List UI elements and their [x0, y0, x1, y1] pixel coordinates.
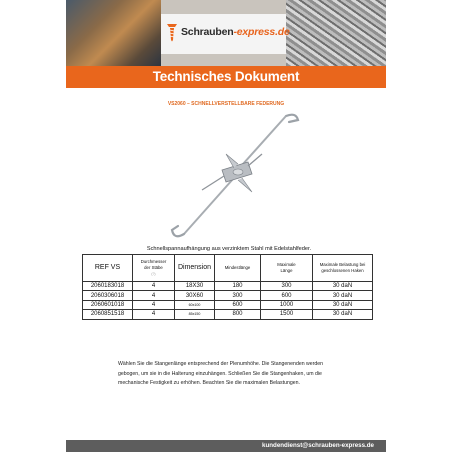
- cell-load: 30 daN: [313, 282, 373, 291]
- table-row: [83, 282, 373, 291]
- logo-domain: -express.de: [233, 26, 290, 38]
- header-diameter-line1: Durchmesser: [140, 259, 167, 264]
- logo-text: [181, 26, 290, 38]
- header-diameter-line2: der Stäbe: [144, 265, 163, 270]
- cell-ref: 2060601018: [83, 300, 133, 309]
- cell-dimension: 85x150: [175, 310, 215, 319]
- cell-diameter: 4: [133, 291, 175, 300]
- cell-load: 30 daN: [313, 310, 373, 319]
- cell-max: 1500: [261, 310, 313, 319]
- cell-dimension: 18X30: [175, 282, 215, 291]
- product-caption: Schnellspannaufhängung aus verzinktem Stahl mit Edelstahlfeder.: [146, 246, 312, 252]
- specifications-table: [82, 254, 373, 320]
- header-maxlength-line1: Maximale: [277, 262, 296, 267]
- cell-ref: 2060851518: [83, 310, 133, 319]
- header-diameter: [133, 255, 175, 282]
- product-image: [66, 110, 386, 242]
- header-minlength: Mindestlänge: [215, 255, 261, 282]
- document-page: [66, 0, 386, 452]
- table-row: [83, 300, 373, 309]
- screws-photo: [286, 0, 386, 66]
- header-load-line2: geschlossenen Haken: [321, 268, 364, 273]
- cell-ref: 2060183018: [83, 282, 133, 291]
- cell-min: 300: [215, 291, 261, 300]
- cell-diameter: 4: [133, 282, 175, 291]
- header-maxlength-line2: Länge: [280, 268, 293, 273]
- header-banner: [66, 0, 386, 66]
- cell-dimension: 60x100: [175, 300, 215, 309]
- header-load-line1: Maximale Belastung bei: [319, 262, 366, 267]
- table-row: [83, 310, 373, 319]
- document-title: Technisches Dokument: [66, 66, 386, 88]
- cell-dimension: 30X60: [175, 291, 215, 300]
- header-diameter-unit: (?): [151, 272, 156, 276]
- header-ref: REF VS: [83, 255, 133, 282]
- cell-max: 1000: [261, 300, 313, 309]
- table-row: [83, 291, 373, 300]
- footer-bar: [66, 440, 386, 452]
- cell-max: 300: [261, 282, 313, 291]
- cell-min: 180: [215, 282, 261, 291]
- tools-photo: [66, 0, 161, 66]
- footer-email[interactable]: kundendienst@schrauben-express.de: [262, 442, 374, 449]
- cell-min: 600: [215, 300, 261, 309]
- usage-note: Wählen Sie die Stangenlänge entsprechend der Plenumhöhe. Die Stangenenden werden gebogen, um sie in die Halterung einzuhängen. Schließen Sie die Stangenhaken, um die mechanische Festigkeit zu erhöhen. Beachten Sie die maximalen Belastungen.: [118, 361, 324, 386]
- screw-logo-icon: [165, 22, 179, 42]
- cell-load: 30 daN: [313, 300, 373, 309]
- cell-load: 30 daN: [313, 291, 373, 300]
- cell-diameter: 4: [133, 300, 175, 309]
- table-header-row: [83, 255, 373, 282]
- logo-name: Schrauben: [181, 26, 234, 38]
- cell-max: 600: [261, 291, 313, 300]
- cell-diameter: 4: [133, 310, 175, 319]
- header-load: [313, 255, 373, 282]
- header-dimension: Dimension: [175, 255, 215, 282]
- logo: [161, 14, 290, 54]
- product-subtitle: VS2060 – SCHNELLVERSTELLBARE FEDERUNG: [167, 101, 285, 107]
- cell-min: 800: [215, 310, 261, 319]
- cell-ref: 2060306018: [83, 291, 133, 300]
- header-maxlength: [261, 255, 313, 282]
